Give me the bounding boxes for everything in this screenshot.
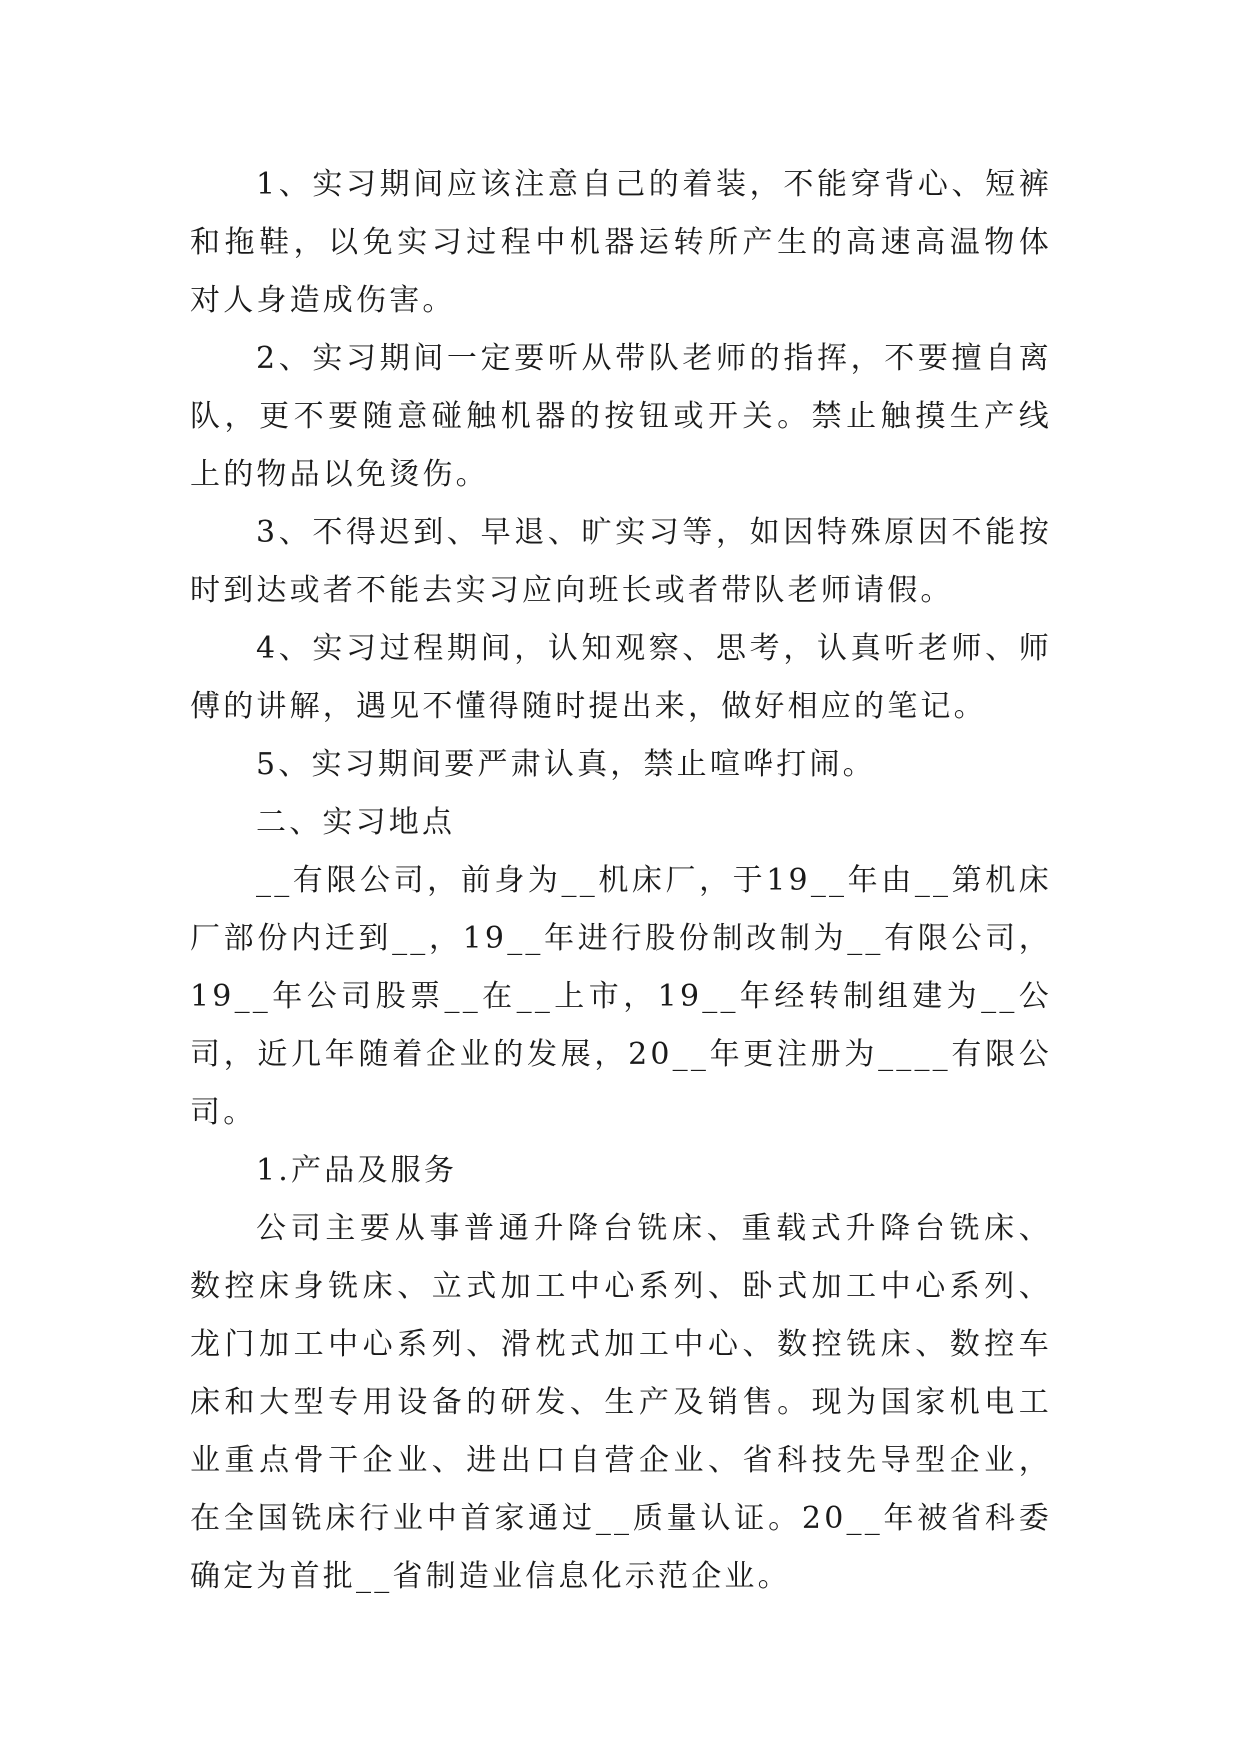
subheading-products-services: 1.产品及服务 — [256, 1153, 458, 1188]
rule-2-paragraph: 2、实习期间一定要听从带队老师的指挥，不要擅自离队，更不要随意碰触机器的按钮或开关。禁止触摸生产线上的物品以免烫伤。 — [190, 341, 1052, 492]
rule-5-paragraph: 5、实习期间要严肃认真，禁止喧哗打闹。 — [256, 747, 876, 782]
rule-3-paragraph: 3、不得迟到、早退、旷实习等，如因特殊原因不能按时到达或者不能去实习应向班长或者带队老师请假。 — [190, 515, 1052, 608]
products-paragraph: 公司主要从事普通升降台铣床、重载式升降台铣床、数控床身铣床、立式加工中心系列、卧式加工中心系列、龙门加工中心系列、滑枕式加工中心、数控铣床、数控车床和大型专用设备的研发、生产及销售。现为国家机电工业重点骨干企业、进出口自营企业、省科技先导型企业，在全国铣床行业中首家通过__质量认证。20__年被省科委确定为首批__省制造业信息化示范企业。 — [190, 1211, 1052, 1594]
document-page — [190, 156, 1052, 1606]
section-heading-location: 二、实习地点 — [256, 805, 456, 840]
rule-1-paragraph: 1、实习期间应该注意自己的着装，不能穿背心、短裤和拖鞋，以免实习过程中机器运转所产生的高速高温物体对人身造成伤害。 — [190, 167, 1052, 318]
rule-4-paragraph: 4、实习过程期间，认知观察、思考，认真听老师、师傅的讲解，遇见不懂得随时提出来，做好相应的笔记。 — [190, 631, 1052, 724]
company-history-paragraph: __有限公司，前身为__机床厂，于19__年由__第机床厂部份内迁到__，19__年进行股份制改制为__有限公司，19__年公司股票__在__上市，19__年经转制组建为__公司，近几年随着企业的发展，20__年更注册为____有限公司。 — [190, 863, 1052, 1130]
